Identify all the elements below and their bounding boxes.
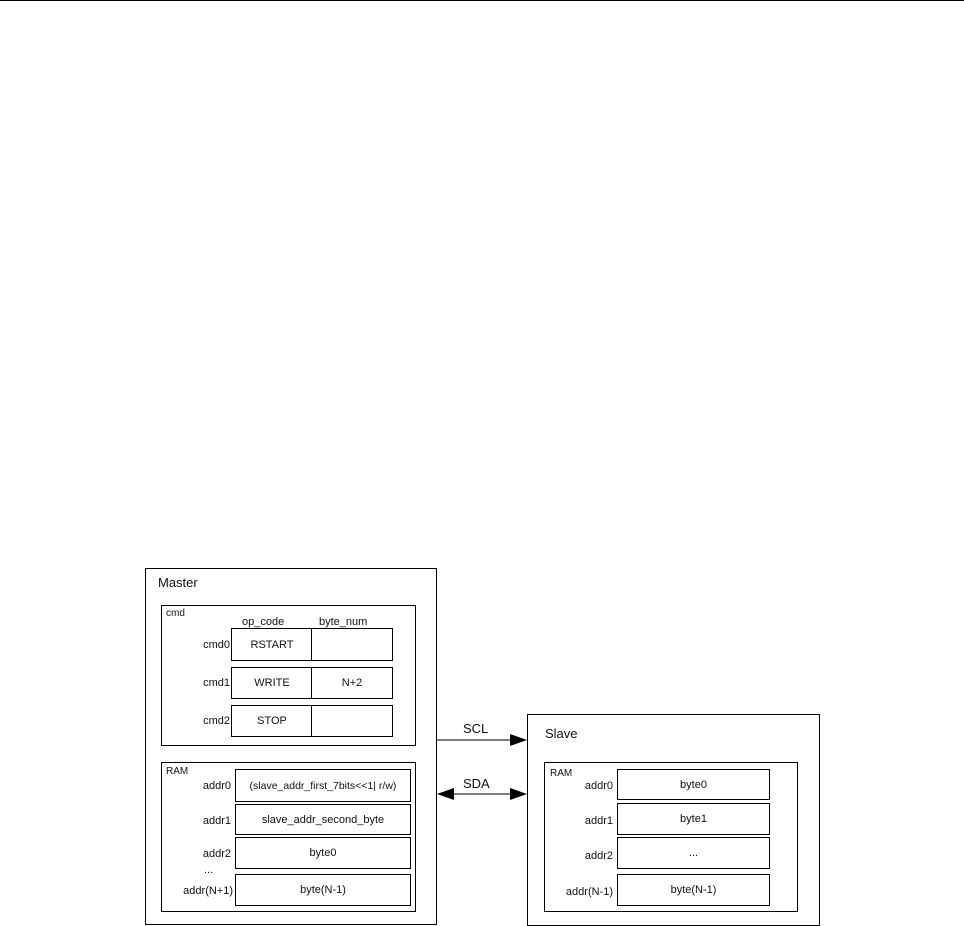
slave-ram-addr: addr(N-1) [565,886,613,898]
slave-ram-label: RAM [550,768,573,779]
cmd-op-code-cell: WRITE [231,667,313,699]
cmd-label: cmd [166,608,185,619]
sda-arrowhead-left [437,788,454,800]
sda-label: SDA [463,776,490,791]
cmd-op-code-cell: RSTART [231,628,313,661]
sda-arrowhead-right [510,788,527,800]
slave-title: Slave [545,726,578,741]
slave-ram-addr: addr0 [584,780,613,792]
cmd-op-code-cell: STOP [231,705,313,737]
master-ram-label: RAM [166,766,189,777]
slave-ram-cell: ... [617,837,770,869]
cmd-byte-num-cell: N+2 [311,667,393,699]
master-title: Master [158,575,198,590]
op-code-header: op_code [242,616,285,628]
master-ram-cell: byte0 [235,837,411,869]
scl-arrowhead [510,734,527,746]
master-ram-addr: addr1 [202,815,231,827]
scl-label: SCL [463,721,489,736]
slave-ram-cell: byte(N-1) [617,874,770,906]
cmd-row-name: cmd0 [203,639,230,651]
master-ram-addr: addr(N+1) [183,885,233,897]
master-ram-ellipsis: ... [204,864,214,876]
slave-ram-addr: addr1 [584,815,613,827]
slave-ram-addr: addr2 [584,850,613,862]
cmd-row-name: cmd1 [203,677,230,689]
slave-ram-cell: byte0 [617,769,770,800]
byte-num-header: byte_num [319,616,368,628]
master-ram-cell: byte(N-1) [235,874,411,906]
master-ram-addr: addr2 [202,848,231,860]
master-ram-cell: (slave_addr_first_7bits<<1| r/w) [235,769,411,802]
cmd-row-name: cmd2 [203,715,230,727]
slave-ram-cell: byte1 [617,803,770,835]
master-ram-addr: addr0 [202,780,231,792]
master-ram-cell: slave_addr_second_byte [235,804,411,835]
